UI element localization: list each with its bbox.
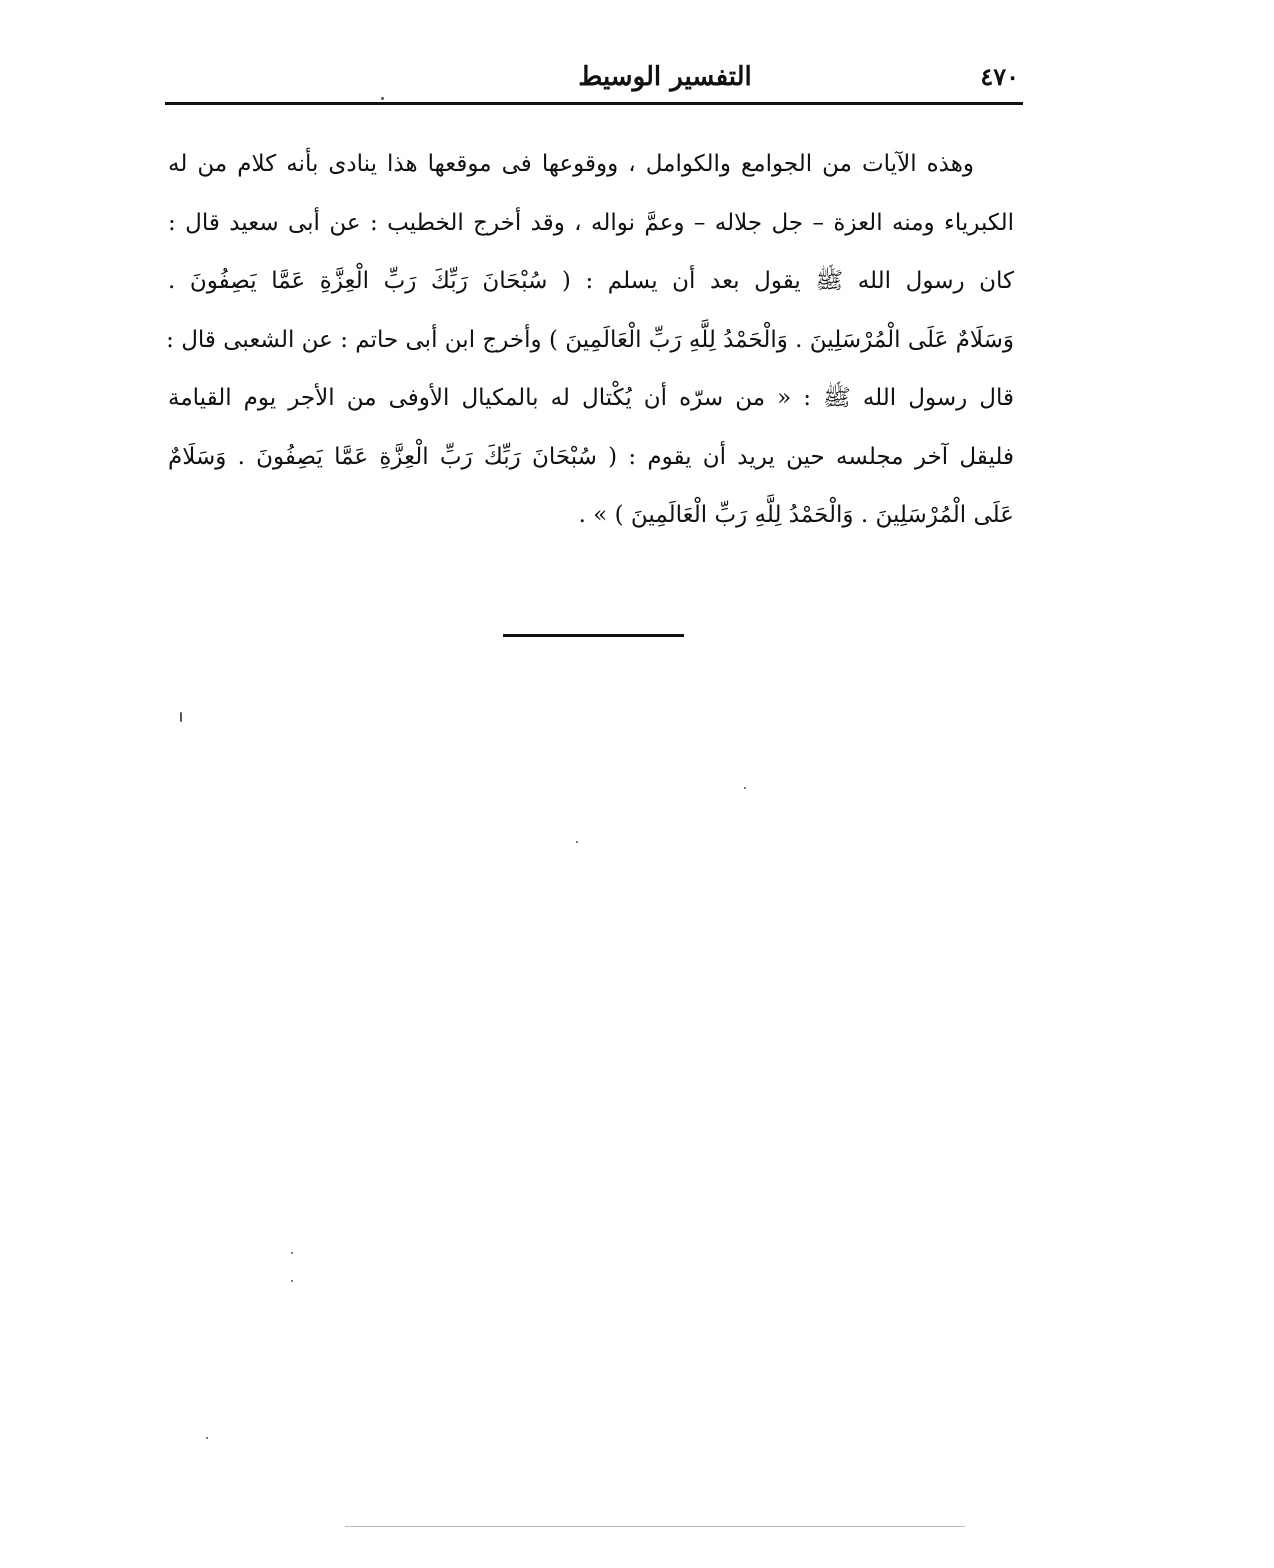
text-line: كان رسول الله ﷺ يقول بعد أن يسلم : ( سُبْحَانَ رَبِّكَ رَبِّ الْعِزَّةِ عَمَّا يَصِفُونَ . [168, 268, 1014, 294]
scan-speck [206, 1437, 208, 1439]
scan-speck [381, 97, 384, 100]
header-title: التفسير الوسيط [578, 62, 752, 92]
text-line: الكبرياء ومنه العزة – جل جلاله – وعمَّ نواله ، وقد أخرج الخطيب : عن أبى سعيد قال : [168, 209, 1014, 236]
end-rule [503, 634, 684, 637]
header-rule [165, 102, 1023, 105]
page-number: ٤٧٠ [980, 62, 1019, 91]
body-text [168, 135, 1014, 545]
scan-speck [291, 1252, 293, 1254]
scan-speck [291, 1280, 293, 1282]
text-line: وَسَلَامٌ عَلَى الْمُرْسَلِينَ . وَالْحَمْدُ لِلَّهِ رَبِّ الْعَالَمِينَ ) وأخرج ابن أبى حاتم : عن الشعبى قال : [166, 326, 1014, 353]
bottom-scan-line [345, 1526, 965, 1527]
running-header [165, 58, 1023, 98]
text-line: عَلَى الْمُرْسَلِينَ . وَالْحَمْدُ لِلَّهِ رَبِّ الْعَالَمِينَ ) » . [578, 502, 1014, 528]
scan-speck [180, 712, 182, 722]
text-line: قال رسول الله ﷺ : « من سرّه أن يُكْتال له بالمكيال الأوفى من الأجر يوم القيامة [168, 385, 1014, 411]
scan-speck [744, 787, 746, 789]
text-line: فليقل آخر مجلسه حين يريد أن يقوم : ( سُبْحَانَ رَبِّكَ رَبِّ الْعِزَّةِ عَمَّا يَصِفُونَ . وَسَلَامٌ [168, 443, 1014, 470]
scan-speck [576, 841, 578, 843]
text-line: وهذه الآيات من الجوامع والكوامل ، ووقوعها فى موقعها هذا ينادى بأنه كلام من له [168, 151, 974, 177]
